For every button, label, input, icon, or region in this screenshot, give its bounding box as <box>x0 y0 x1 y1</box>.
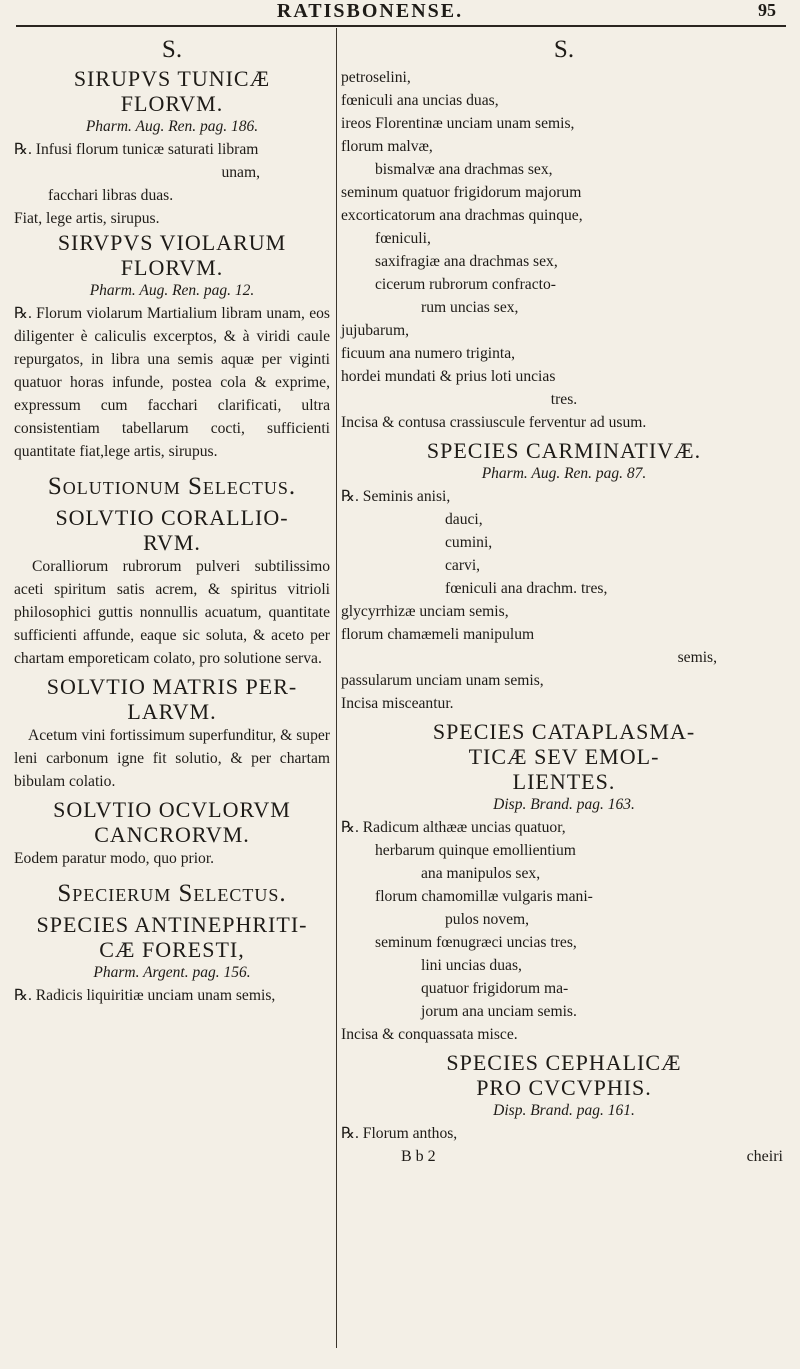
recipe-line: Incisa & conquassata misce. <box>341 1026 518 1043</box>
recipe-line: lini uncias duas, <box>421 957 522 974</box>
recipe-title-cont: FLORVM. <box>120 255 224 280</box>
recipe-line: ireos Florentinæ unciam unam semis, <box>341 115 575 132</box>
recipe-text: Coralliorum rubrorum pulveri subtilissimo aceti spiritum satis acrem, & spiritus vitrioli philosophici guttis nonnullis acuatum, quantitate sufficienti affunde, eaque sic soluta, & aceto per chartam emporeticam colato, pro solutione serva. <box>14 558 330 667</box>
recipe-line: glycyrrhizæ unciam semis, <box>341 603 509 620</box>
recipe-line: dauci, <box>445 511 483 528</box>
header-rule <box>16 25 786 27</box>
recipe-source: Pharm. Aug. Ren. pag. 186. <box>85 118 259 135</box>
recipe-line: jujubarum, <box>341 322 409 339</box>
recipe-line: seminum fœnugræci uncias tres, <box>375 934 577 951</box>
page-number: 95 <box>758 0 776 20</box>
right-column <box>341 28 787 1168</box>
column-letter: S. <box>553 36 575 63</box>
recipe-line: ana manipulos sex, <box>421 865 541 882</box>
signature-line <box>341 1145 787 1168</box>
catchword: cheiri <box>746 1148 783 1165</box>
recipe-line: facchari libras duas. <box>48 187 174 204</box>
recipe-line: pulos novem, <box>445 911 530 928</box>
recipe-line: bismalvæ ana drachmas sex, <box>375 161 553 178</box>
recipe-title: SPECIES CEPHALICÆ <box>446 1050 682 1075</box>
recipe-title-cont: TICÆ SEV EMOL- <box>468 744 660 769</box>
recipe-line: fœniculi ana uncias duas, <box>341 92 499 109</box>
recipe-line: ℞. Radicum althææ uncias quatuor, <box>341 819 566 836</box>
recipe-title: SOLVTIO CORALLIO- <box>55 505 289 530</box>
recipe-line: passularum unciam unam semis, <box>341 672 544 689</box>
recipe-line: quatuor frigidorum ma- <box>421 980 569 997</box>
recipe-title-cont: CANCRORVM. <box>94 822 250 847</box>
recipe-line: jorum ana unciam semis. <box>421 1003 577 1020</box>
recipe-title: SPECIES ANTINEPHRITI- <box>36 912 308 937</box>
recipe-line: petroselini, <box>341 69 411 86</box>
recipe-line: seminum quatuor frigidorum majorum <box>341 184 582 201</box>
recipe-line: ℞. Florum anthos, <box>341 1125 458 1142</box>
recipe-title-cont: FLORVM. <box>120 91 224 116</box>
section-title: Solutionum Selectus. <box>47 473 297 500</box>
recipe-source: Disp. Brand. pag. 161. <box>493 1102 635 1119</box>
recipe-title: SOLVTIO MATRIS PER- <box>46 674 298 699</box>
recipe-title-cont: PRO CVCVPHIS. <box>476 1075 652 1100</box>
recipe-line: florum chamomillæ vulgaris mani- <box>375 888 593 905</box>
recipe-source: Pharm. Aug. Ren. pag. 12. <box>89 282 255 299</box>
recipe-source: Pharm. Argent. pag. 156. <box>93 964 251 981</box>
recipe-line: unam, <box>221 164 260 181</box>
column-letter: S. <box>161 36 183 63</box>
recipe-line: fœniculi, <box>375 230 431 247</box>
recipe-title-cont: RVM. <box>143 530 201 555</box>
recipe-source: Pharm. Aug. Ren. pag. 87. <box>481 465 647 482</box>
column-divider <box>336 28 337 1348</box>
recipe-title: SOLVTIO OCVLORVM <box>53 797 291 822</box>
left-column <box>14 28 330 1007</box>
recipe-title: SIRUPVS TUNICÆ <box>73 66 271 91</box>
recipe-line: excorticatorum ana drachmas quinque, <box>341 207 583 224</box>
recipe-text: Eodem paratur modo, quo prior. <box>14 850 215 867</box>
running-head: RATISBONENSE. <box>276 0 464 22</box>
recipe-line: semis, <box>677 649 717 666</box>
recipe-line: hordei mundati & prius loti uncias <box>341 368 556 385</box>
recipe-title-cont: LARVM. <box>127 699 217 724</box>
recipe-line: tres. <box>550 391 578 408</box>
recipe-title: SPECIES CARMINATIVÆ. <box>426 438 702 463</box>
recipe-title-cont: LIENTES. <box>512 769 616 794</box>
recipe-title: SIRVPVS VIOLARUM <box>57 230 287 255</box>
recipe-title-cont: CÆ FORESTI, <box>99 937 245 962</box>
recipe-line: herbarum quinque emollientium <box>375 842 576 859</box>
recipe-line: ℞. Radicis liquiritiæ unciam unam semis, <box>14 987 276 1004</box>
recipe-line: cumini, <box>445 534 493 551</box>
recipe-line: ℞. Seminis anisi, <box>341 488 451 505</box>
recipe-line: rum uncias sex, <box>421 299 519 316</box>
recipe-text: ℞. Florum violarum Martialium libram unam, eos diligenter è caliculis excerptos, & à viridi caule repurgatos, in libra una semis aquæ per viginti quatuor horas infunde, postea cola & exprime, expressum cum facchari clarificati, ultra consistentiam tabellarum cocti, sufficienti quantitate fiat,lege artis, sirupus. <box>14 305 330 460</box>
recipe-line: carvi, <box>445 557 481 574</box>
recipe-text: Acetum vini fortissimum superfunditur, & super leni carbonum igne fit solutio, & per chartam bibulam colatio. <box>14 727 330 790</box>
recipe-line: ficuum ana numero triginta, <box>341 345 516 362</box>
recipe-line: saxifragiæ ana drachmas sex, <box>375 253 558 270</box>
signature-mark: B b 2 <box>401 1148 436 1165</box>
recipe-line: florum malvæ, <box>341 138 433 155</box>
recipe-line: ℞. Infusi florum tunicæ saturati libram <box>14 141 259 158</box>
recipe-source: Disp. Brand. pag. 163. <box>493 796 635 813</box>
recipe-line: Incisa misceantur. <box>341 695 454 712</box>
recipe-line: cicerum rubrorum confracto- <box>375 276 556 293</box>
section-title: Specierum Selectus. <box>57 880 287 907</box>
recipe-line: Fiat, lege artis, sirupus. <box>14 210 160 227</box>
recipe-title: SPECIES CATAPLASMA- <box>432 719 696 744</box>
recipe-line: florum chamæmeli manipulum <box>341 626 535 643</box>
recipe-line: Incisa & contusa crassiuscule ferventur ad usum. <box>341 414 647 431</box>
recipe-line: fœniculi ana drachm. tres, <box>445 580 608 597</box>
